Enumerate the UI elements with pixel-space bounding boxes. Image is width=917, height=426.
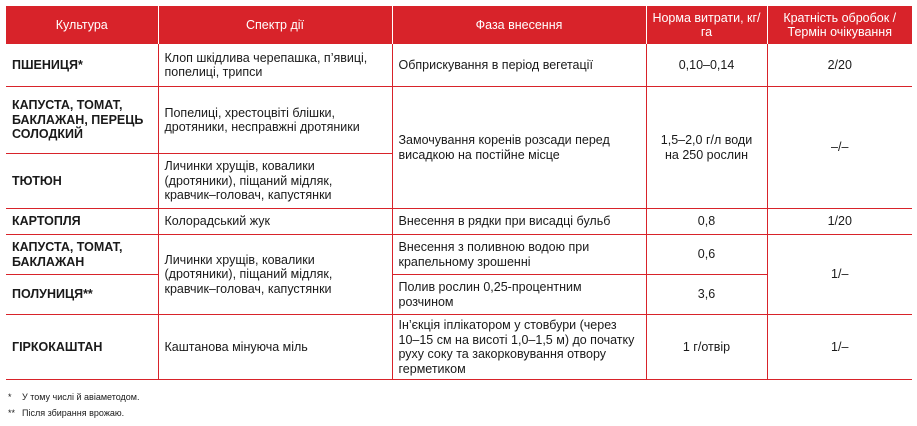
table-row bbox=[6, 235, 912, 275]
multiplicity-cell: –/– bbox=[767, 87, 912, 209]
spectrum-cell: Попелиці, хрестоцвіті блішки, дротяники, несправжні дротяники bbox=[158, 87, 392, 154]
phase-cell: Замочування коренів розсади перед висадкою на постійне місце bbox=[392, 87, 646, 209]
culture-cell: КАРТОПЛЯ bbox=[6, 209, 158, 235]
header-multiplicity: Кратність обробок / Термін очікування bbox=[767, 6, 912, 44]
culture-cell: КАПУСТА, ТОМАТ, БАКЛАЖАН, ПЕРЕЦЬ СОЛОДКИЙ bbox=[6, 87, 158, 154]
footnote-text: У тому числі й авіаметодом. bbox=[22, 392, 140, 402]
multiplicity-cell: 1/– bbox=[767, 315, 912, 380]
spectrum-cell: Личинки хрущів, ковалики (дротяники), піщаний мідляк, кравчик–головач, капустянки bbox=[158, 235, 392, 315]
spectrum-cell: Колорадський жук bbox=[158, 209, 392, 235]
header-rate: Норма витрати, кг/га bbox=[646, 6, 767, 44]
table-row bbox=[6, 315, 912, 380]
culture-cell: ГІРКОКАШТАН bbox=[6, 315, 158, 380]
rate-cell: 3,6 bbox=[646, 275, 767, 315]
table-row bbox=[6, 87, 912, 154]
culture-cell: ТЮТЮН bbox=[6, 154, 158, 209]
footnote-mark: ** bbox=[8, 408, 16, 418]
spectrum-cell: Личинки хрущів, ковалики (дротяники), піщаний мідляк, кравчик–головач, капустянки bbox=[158, 154, 392, 209]
rate-cell: 0,10–0,14 bbox=[646, 44, 767, 87]
multiplicity-cell: 1/20 bbox=[767, 209, 912, 235]
rate-cell: 0,8 bbox=[646, 209, 767, 235]
phase-cell: Внесення в рядки при висадці бульб bbox=[392, 209, 646, 235]
rate-cell: 0,6 bbox=[646, 235, 767, 275]
footnote bbox=[8, 405, 140, 421]
footnote-mark: * bbox=[8, 392, 12, 402]
phase-cell: Ін’єкція іплікатором у стовбури (через 10–15 см на висоті 1,0–1,5 м) до початку руху соку та закорковування отвору герметиком bbox=[392, 315, 646, 380]
header-phase: Фаза внесення bbox=[392, 6, 646, 44]
culture-cell: ПОЛУНИЦЯ** bbox=[6, 275, 158, 315]
phase-cell: Полив рослин 0,25-процентним розчином bbox=[392, 275, 646, 315]
footnotes bbox=[8, 389, 140, 421]
recommendations-table bbox=[6, 6, 912, 380]
table-header-row bbox=[6, 6, 912, 44]
multiplicity-cell: 1/– bbox=[767, 235, 912, 315]
multiplicity-cell: 2/20 bbox=[767, 44, 912, 87]
rate-cell: 1,5–2,0 г/л води на 250 рослин bbox=[646, 87, 767, 209]
footnote-text: Після збирання врожаю. bbox=[22, 408, 125, 418]
phase-cell: Внесення з поливною водою при крапельному зрошенні bbox=[392, 235, 646, 275]
culture-cell: ПШЕНИЦЯ* bbox=[6, 44, 158, 87]
header-spectrum: Спектр дії bbox=[158, 6, 392, 44]
table-row bbox=[6, 44, 912, 87]
footnote bbox=[8, 389, 140, 405]
phase-cell: Обприскування в період вегетації bbox=[392, 44, 646, 87]
rate-cell: 1 г/отвір bbox=[646, 315, 767, 380]
spectrum-cell: Каштанова мінуюча міль bbox=[158, 315, 392, 380]
header-culture: Культура bbox=[6, 6, 158, 44]
table-row bbox=[6, 209, 912, 235]
culture-cell: КАПУСТА, ТОМАТ, БАКЛАЖАН bbox=[6, 235, 158, 275]
spectrum-cell: Клоп шкідлива черепашка, п’явиці, попелиці, трипси bbox=[158, 44, 392, 87]
